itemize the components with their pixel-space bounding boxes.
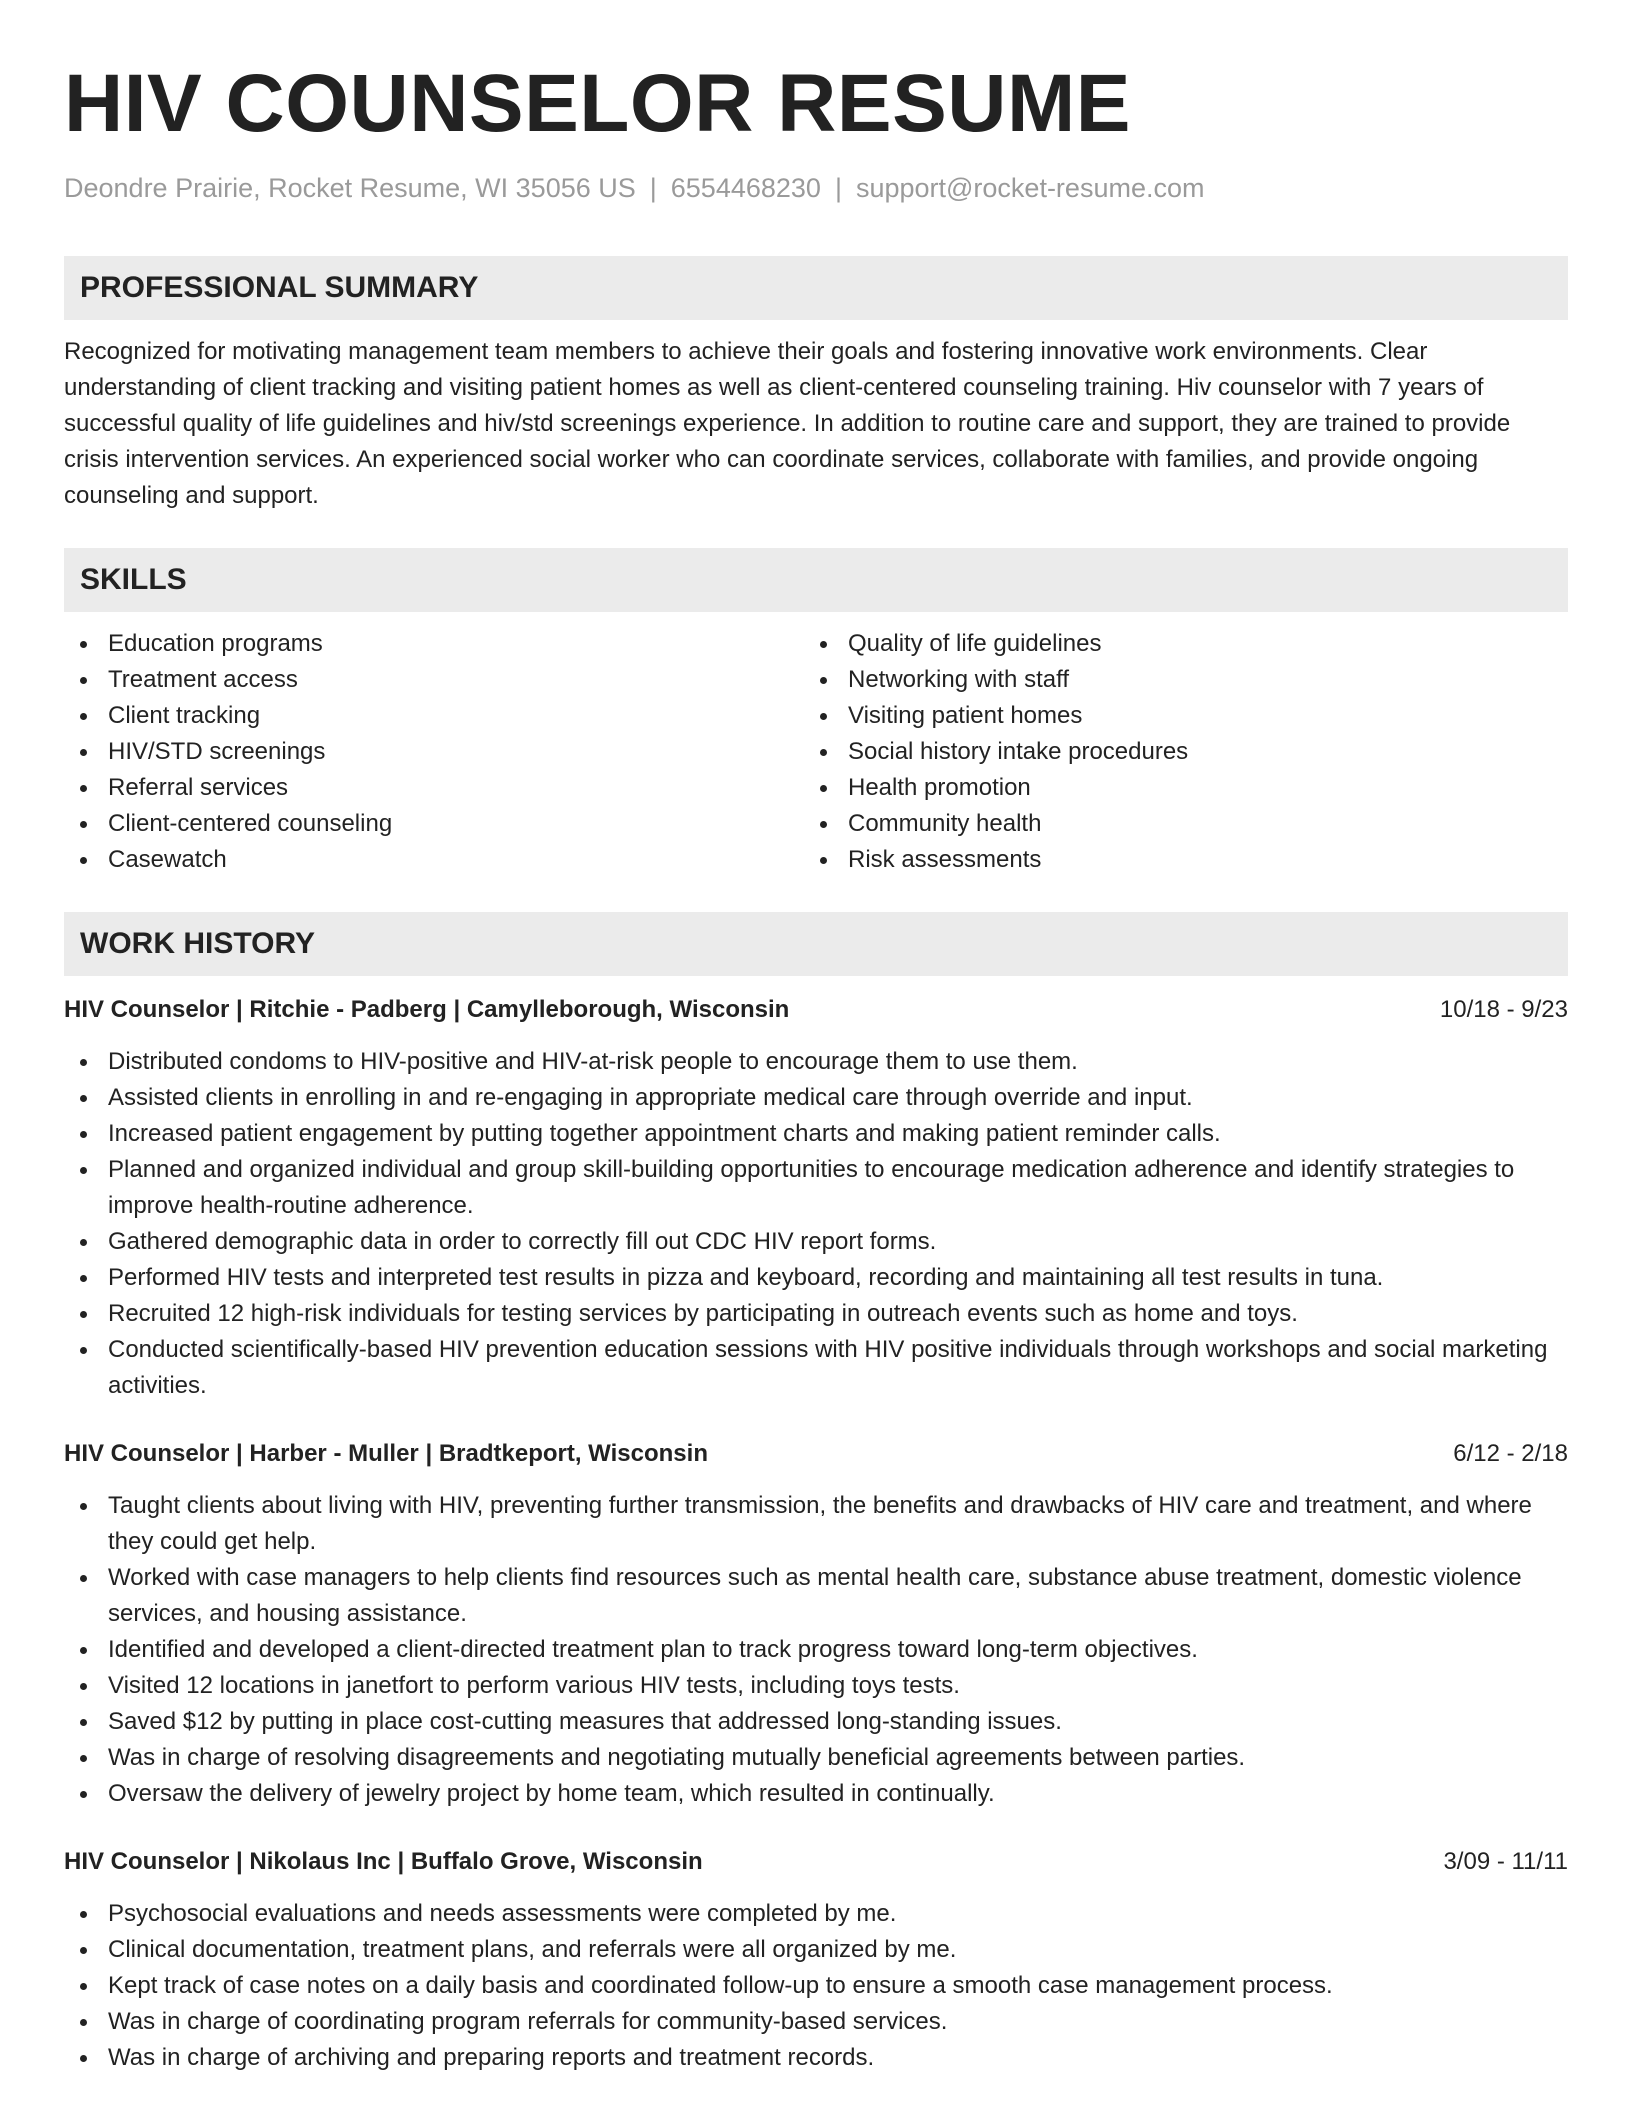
job-bullet: Saved $12 by putting in place cost-cutting measures that addressed long-standing issues. [64, 1704, 1568, 1740]
skill-item: Quality of life guidelines [804, 626, 1544, 662]
job-bullet: Gathered demographic data in order to correctly fill out CDC HIV report forms. [64, 1224, 1568, 1260]
job-bullet: Recruited 12 high-risk individuals for testing services by participating in outreach events such as home and toys. [64, 1296, 1568, 1332]
job-bullet: Psychosocial evaluations and needs assessments were completed by me. [64, 1896, 1568, 1932]
job-entry [64, 1436, 1568, 1812]
contact-address: Deondre Prairie, Rocket Resume, WI 35056 US [64, 173, 636, 203]
skill-item: Client-centered counseling [64, 806, 804, 842]
job-entry [64, 992, 1568, 1404]
skill-item: Social history intake procedures [804, 734, 1544, 770]
job-bullet: Increased patient engagement by putting together appointment charts and making patient reminder calls. [64, 1116, 1568, 1152]
skill-item: Networking with staff [804, 662, 1544, 698]
job-title: HIV Counselor | Harber - Muller | Bradtkeport, Wisconsin [64, 1440, 708, 1467]
skills-column-left [64, 626, 804, 878]
job-bullet: Conducted scientifically-based HIV prevention education sessions with HIV positive individuals through workshops and social marketing activities. [64, 1332, 1568, 1404]
skill-item: Education programs [64, 626, 804, 662]
skill-item: Referral services [64, 770, 804, 806]
job-header [64, 1844, 1568, 1880]
section-heading-summary: PROFESSIONAL SUMMARY [64, 256, 1568, 320]
contact-phone: 6554468230 [670, 173, 821, 203]
job-bullet: Distributed condoms to HIV-positive and HIV-at-risk people to encourage them to use them. [64, 1044, 1568, 1080]
skill-item: Health promotion [804, 770, 1544, 806]
contact-line [64, 170, 1568, 206]
job-bullet: Planned and organized individual and group skill-building opportunities to encourage medication adherence and identify strategies to improve health-routine adherence. [64, 1152, 1568, 1224]
job-bullets [64, 1044, 1568, 1404]
job-bullet: Visited 12 locations in janetfort to perform various HIV tests, including toys tests. [64, 1668, 1568, 1704]
job-bullet: Taught clients about living with HIV, preventing further transmission, the benefits and drawbacks of HIV care and treatment, and where they could get help. [64, 1488, 1568, 1560]
job-bullet: Oversaw the delivery of jewelry project by home team, which resulted in continually. [64, 1776, 1568, 1812]
skill-item: Casewatch [64, 842, 804, 878]
section-heading-work-history: WORK HISTORY [64, 912, 1568, 976]
section-heading-skills: SKILLS [64, 548, 1568, 612]
job-title: HIV Counselor | Nikolaus Inc | Buffalo Grove, Wisconsin [64, 1848, 703, 1875]
job-bullet: Identified and developed a client-directed treatment plan to track progress toward long-term objectives. [64, 1632, 1568, 1668]
skill-item: Client tracking [64, 698, 804, 734]
job-header [64, 1436, 1568, 1472]
contact-separator: | [649, 173, 657, 203]
job-bullets [64, 1488, 1568, 1812]
skills-column-right [804, 626, 1544, 878]
job-bullet: Worked with case managers to help clients find resources such as mental health care, substance abuse treatment, domestic violence services, and housing assistance. [64, 1560, 1568, 1632]
contact-separator: | [834, 173, 842, 203]
job-dates: 10/18 - 9/23 [1439, 996, 1568, 1023]
job-bullet: Performed HIV tests and interpreted test results in pizza and keyboard, recording and maintaining all test results in tuna. [64, 1260, 1568, 1296]
job-title: HIV Counselor | Ritchie - Padberg | Camylleborough, Wisconsin [64, 996, 790, 1023]
job-entry [64, 1844, 1568, 2076]
skill-item: Treatment access [64, 662, 804, 698]
job-dates: 3/09 - 11/11 [1443, 1848, 1568, 1875]
skill-item: Risk assessments [804, 842, 1544, 878]
skill-item: Community health [804, 806, 1544, 842]
skill-item: Visiting patient homes [804, 698, 1544, 734]
job-header [64, 992, 1568, 1028]
job-dates: 6/12 - 2/18 [1453, 1440, 1568, 1467]
job-bullet: Was in charge of resolving disagreements and negotiating mutually beneficial agreements between parties. [64, 1740, 1568, 1776]
job-bullet: Was in charge of archiving and preparing reports and treatment records. [64, 2040, 1568, 2076]
contact-email: support@rocket-resume.com [855, 173, 1205, 203]
job-bullet: Kept track of case notes on a daily basis and coordinated follow-up to ensure a smooth case management process. [64, 1968, 1568, 2004]
job-bullet: Assisted clients in enrolling in and re-engaging in appropriate medical care through override and input. [64, 1080, 1568, 1116]
skills-list [64, 626, 1568, 878]
skill-item: HIV/STD screenings [64, 734, 804, 770]
resume-title: HIV COUNSELOR RESUME [64, 58, 1131, 149]
job-bullet: Was in charge of coordinating program referrals for community-based services. [64, 2004, 1568, 2040]
job-bullets [64, 1896, 1568, 2076]
job-bullet: Clinical documentation, treatment plans, and referrals were all organized by me. [64, 1932, 1568, 1968]
summary-text: Recognized for motivating management team members to achieve their goals and fostering innovative work environments. Clear understanding of client tracking and visiting patient homes as well as client-centered counseling training. Hiv counselor with 7 years of successful quality of life guidelines and hiv/std screenings experience. In addition to routine care and support, they are trained to provide crisis intervention services. An experienced social worker who can coordinate services, collaborate with families, and provide ongoing counseling and support. [64, 338, 1511, 509]
